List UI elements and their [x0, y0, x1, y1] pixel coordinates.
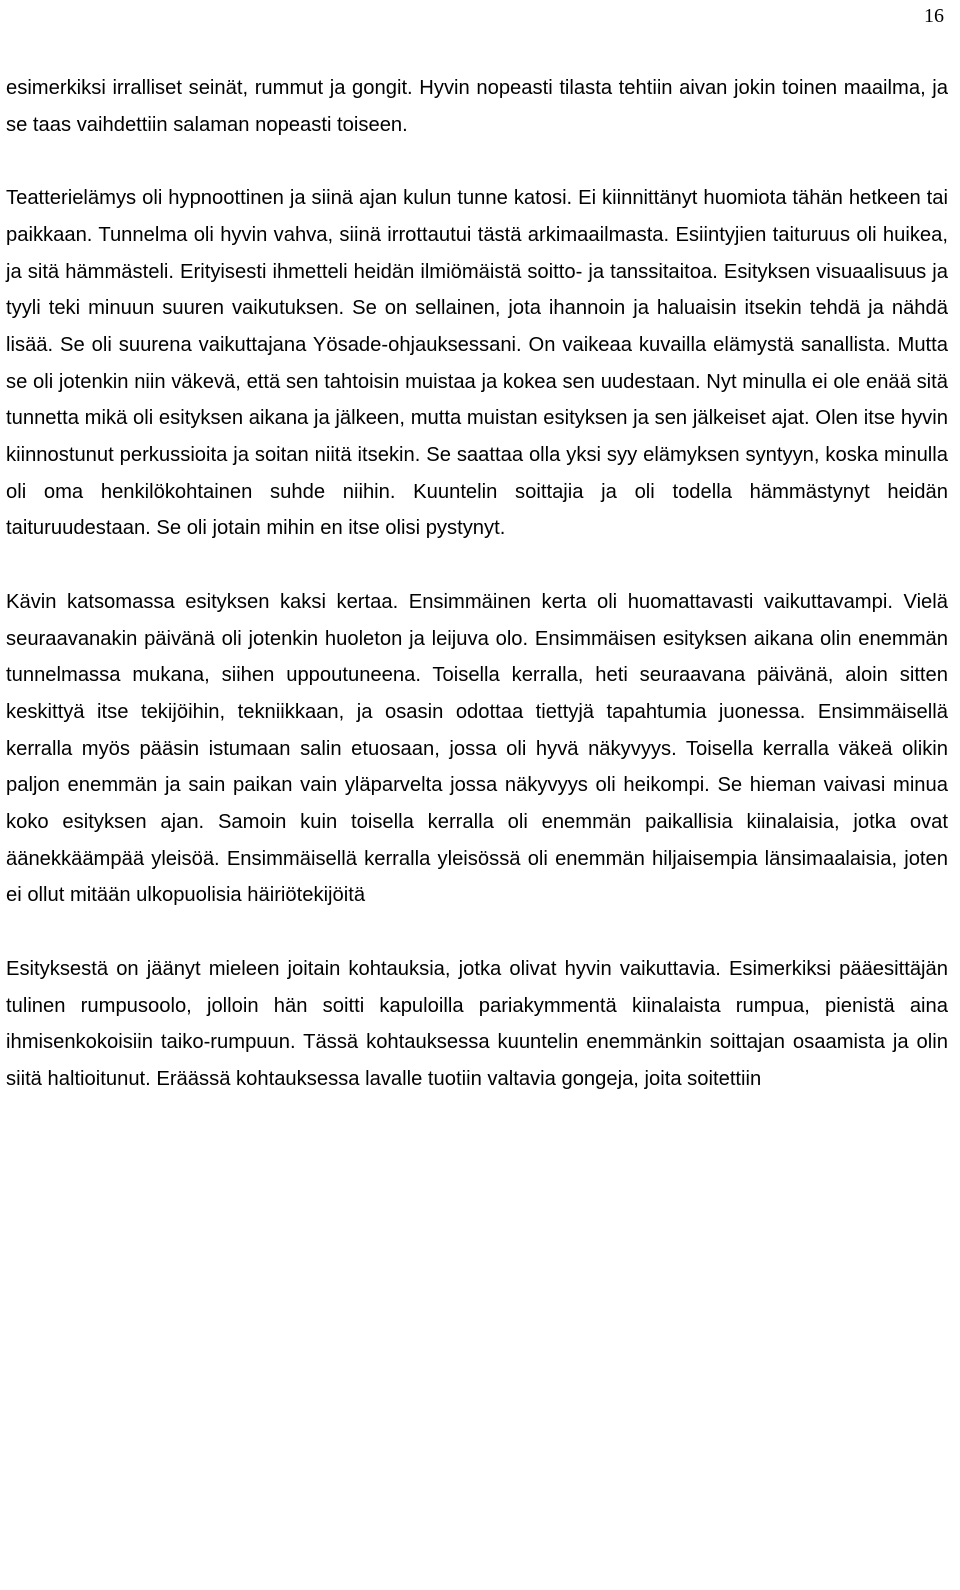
paragraph-2: Teatterielämys oli hypnoottinen ja siinä ajan kulun tunne katosi. Ei kiinnittänyt huomiota tähän hetkeen tai paikkaan. Tunnelma oli hyvin vahva, siinä irrottautui tästä arkimaailmasta. Esiintyjien taituruus oli huikea, ja sitä hämmästeli. Erityisesti ihmetteli heidän ilmiömäistä soitto- ja tanssitaitoa. Esityksen visuaalisuus ja tyyli teki minuun suuren vaikutuksen. Se on sellainen, jota ihannoin ja haluaisin itsekin tehdä ja nähdä lisää. Se oli suurena vaikuttajana Yösade-ohjauksessani. On vaikeaa kuvailla elämystä sanallista. Mutta se oli jotenkin niin väkevä, että sen tahtoisin muistaa ja kokea sen uudestaan. Nyt minulla ei ole enää sitä tunnetta mikä oli esityksen aikana ja jälkeen, mutta muistan esityksen ja sen jälkeiset ajat. Olen itse hyvin kiinnostunut perkussioita ja soitan niitä itsekin. Se saattaa olla yksi syy elämyksen syntyyn, koska minulla oli oma henkilökohtainen suhde niihin. Kuuntelin soittajia ja oli todella hämmästynyt heidän taituruudestaan. Se oli jotain mihin en itse olisi pystynyt. — [6, 187, 948, 540]
body-text — [6, 70, 948, 1098]
page-number: 16 — [924, 5, 944, 27]
paragraph-3: Kävin katsomassa esityksen kaksi kertaa. Ensimmäinen kerta oli huomattavasti vaikuttavampi. Vielä seuraavanakin päivänä oli jotenkin huoleton ja leijuva olo. Ensimmäisen esityksen aikana olin enemmän tunnelmassa mukana, siihen uppoutuneena. Toisella kerralla, heti seuraavana päivänä, aloin sitten keskittyä itse tekijöihin, tekniikkaan, ja osasin odottaa tiettyjä tapahtumia juonessa. Ensimmäisellä kerralla myös pääsin istumaan salin etuosaan, jossa oli hyvä näkyvyys. Toisella kerralla väkeä olikin paljon enemmän ja sain paikan vain yläparvelta jossa näkyvyys oli heikompi. Se hieman vaivasi minua koko esityksen ajan. Samoin kuin toisella kerralla oli enemmän paikallisia kiinalaisia, jotka ovat äänekkäämpää yleisöä. Ensimmäisellä kerralla yleisössä oli enemmän hiljaisempia länsimaalaisia, joten ei ollut mitään ulkopuolisia häiriötekijöitä — [6, 590, 948, 907]
paragraph-4: Esityksestä on jäänyt mieleen joitain kohtauksia, jotka olivat hyvin vaikuttavia. Esimerkiksi pääesittäjän tulinen rumpusoolo, jolloin hän soitti kapuloilla pariakymmentä kiinalaista rumpua, pienistä aina ihmisenkokoisiin taiko-rumpuun. Tässä kohtauksessa kuuntelin enemmänkin soittajan osaamista ja olin siitä haltioitunut. Eräässä kohtauksessa lavalle tuotiin valtavia gongeja, joita soitettiin — [6, 957, 948, 1090]
paragraph-1: esimerkiksi irralliset seinät, rummut ja gongit. Hyvin nopeasti tilasta tehtiin aivan jokin toinen maailma, ja se taas vaihdettiin salaman nopeasti toiseen. — [6, 77, 948, 136]
